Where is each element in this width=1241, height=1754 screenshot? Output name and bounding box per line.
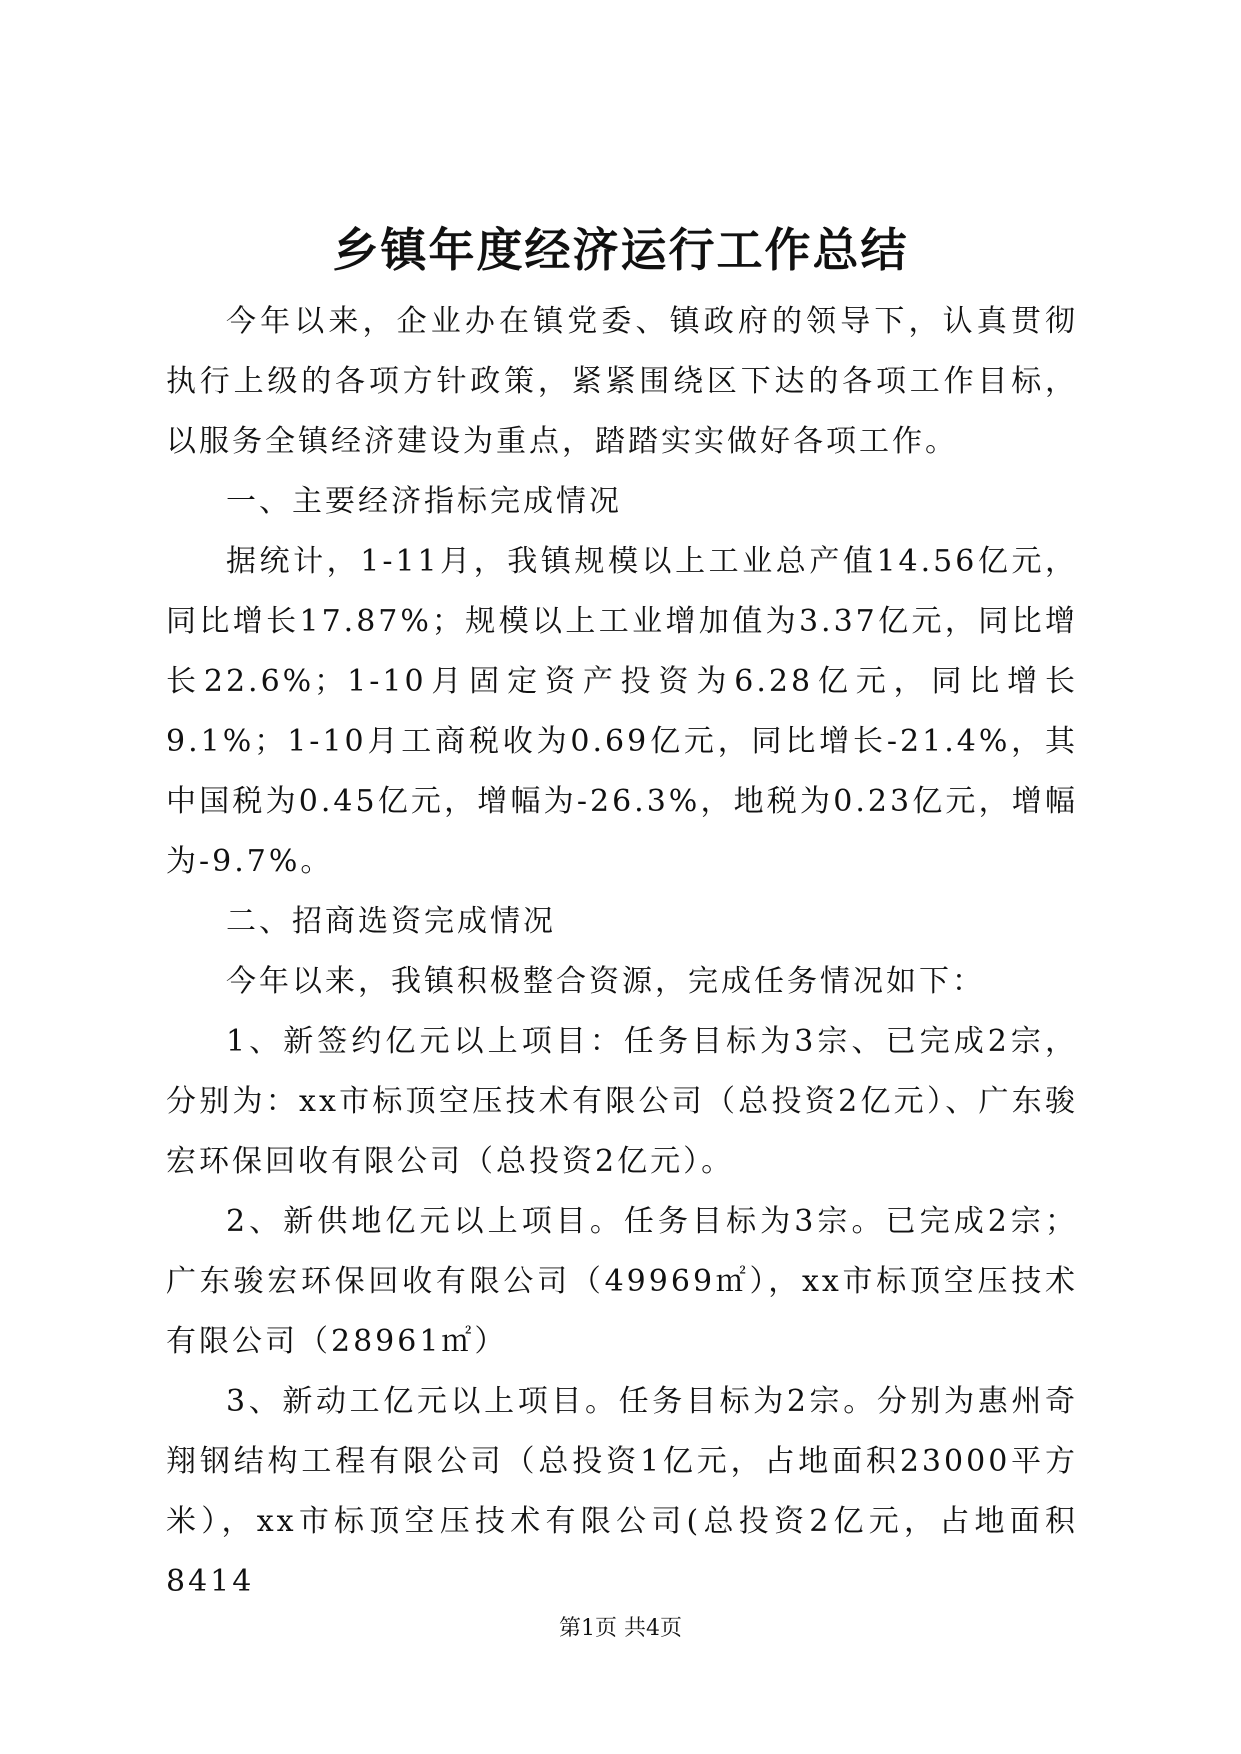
paragraph-item-1: 1、新签约亿元以上项目：任务目标为3宗、已完成2宗，分别为：xx市标顶空压技术有限公司（总投资2亿元）、广东骏宏环保回收有限公司（总投资2亿元）。 bbox=[166, 1024, 1078, 1179]
document-title: 乡镇年度经济运行工作总结 bbox=[332, 223, 909, 277]
page-number-footer: 第1页 共4页 bbox=[559, 1616, 682, 1641]
document-body bbox=[166, 292, 1078, 1612]
paragraph-item-2: 2、新供地亿元以上项目。任务目标为3宗。已完成2宗；广东骏宏环保回收有限公司（49969㎡），xx市标顶空压技术有限公司（28961㎡） bbox=[166, 1204, 1078, 1359]
paragraph-overview: 今年以来，我镇积极整合资源，完成任务情况如下： bbox=[226, 964, 985, 999]
section-heading-2: 二、招商选资完成情况 bbox=[226, 904, 556, 939]
section-heading-1: 一、主要经济指标完成情况 bbox=[226, 484, 622, 519]
paragraph-intro: 今年以来，企业办在镇党委、镇政府的领导下，认真贯彻执行上级的各项方针政策，紧紧围绕区下达的各项工作目标，以服务全镇经济建设为重点，踏踏实实做好各项工作。 bbox=[166, 304, 1078, 459]
paragraph-item-3: 3、新动工亿元以上项目。任务目标为2宗。分别为惠州奇翔钢结构工程有限公司（总投资1亿元，占地面积23000平方米），xx市标顶空压技术有限公司(总投资2亿元，占地面积8414 bbox=[166, 1384, 1078, 1599]
paragraph-statistics: 据统计，1-11月，我镇规模以上工业总产值14.56亿元，同比增长17.87%；规模以上工业增加值为3.37亿元，同比增长22.6%；1-10月固定资产投资为6.28亿元，同比增长9.1%；1-10月工商税收为0.69亿元，同比增长-21.4%，其中国税为0.45亿元，增幅为-26.3%，地税为0.23亿元，增幅为-9.7%。 bbox=[166, 544, 1078, 879]
